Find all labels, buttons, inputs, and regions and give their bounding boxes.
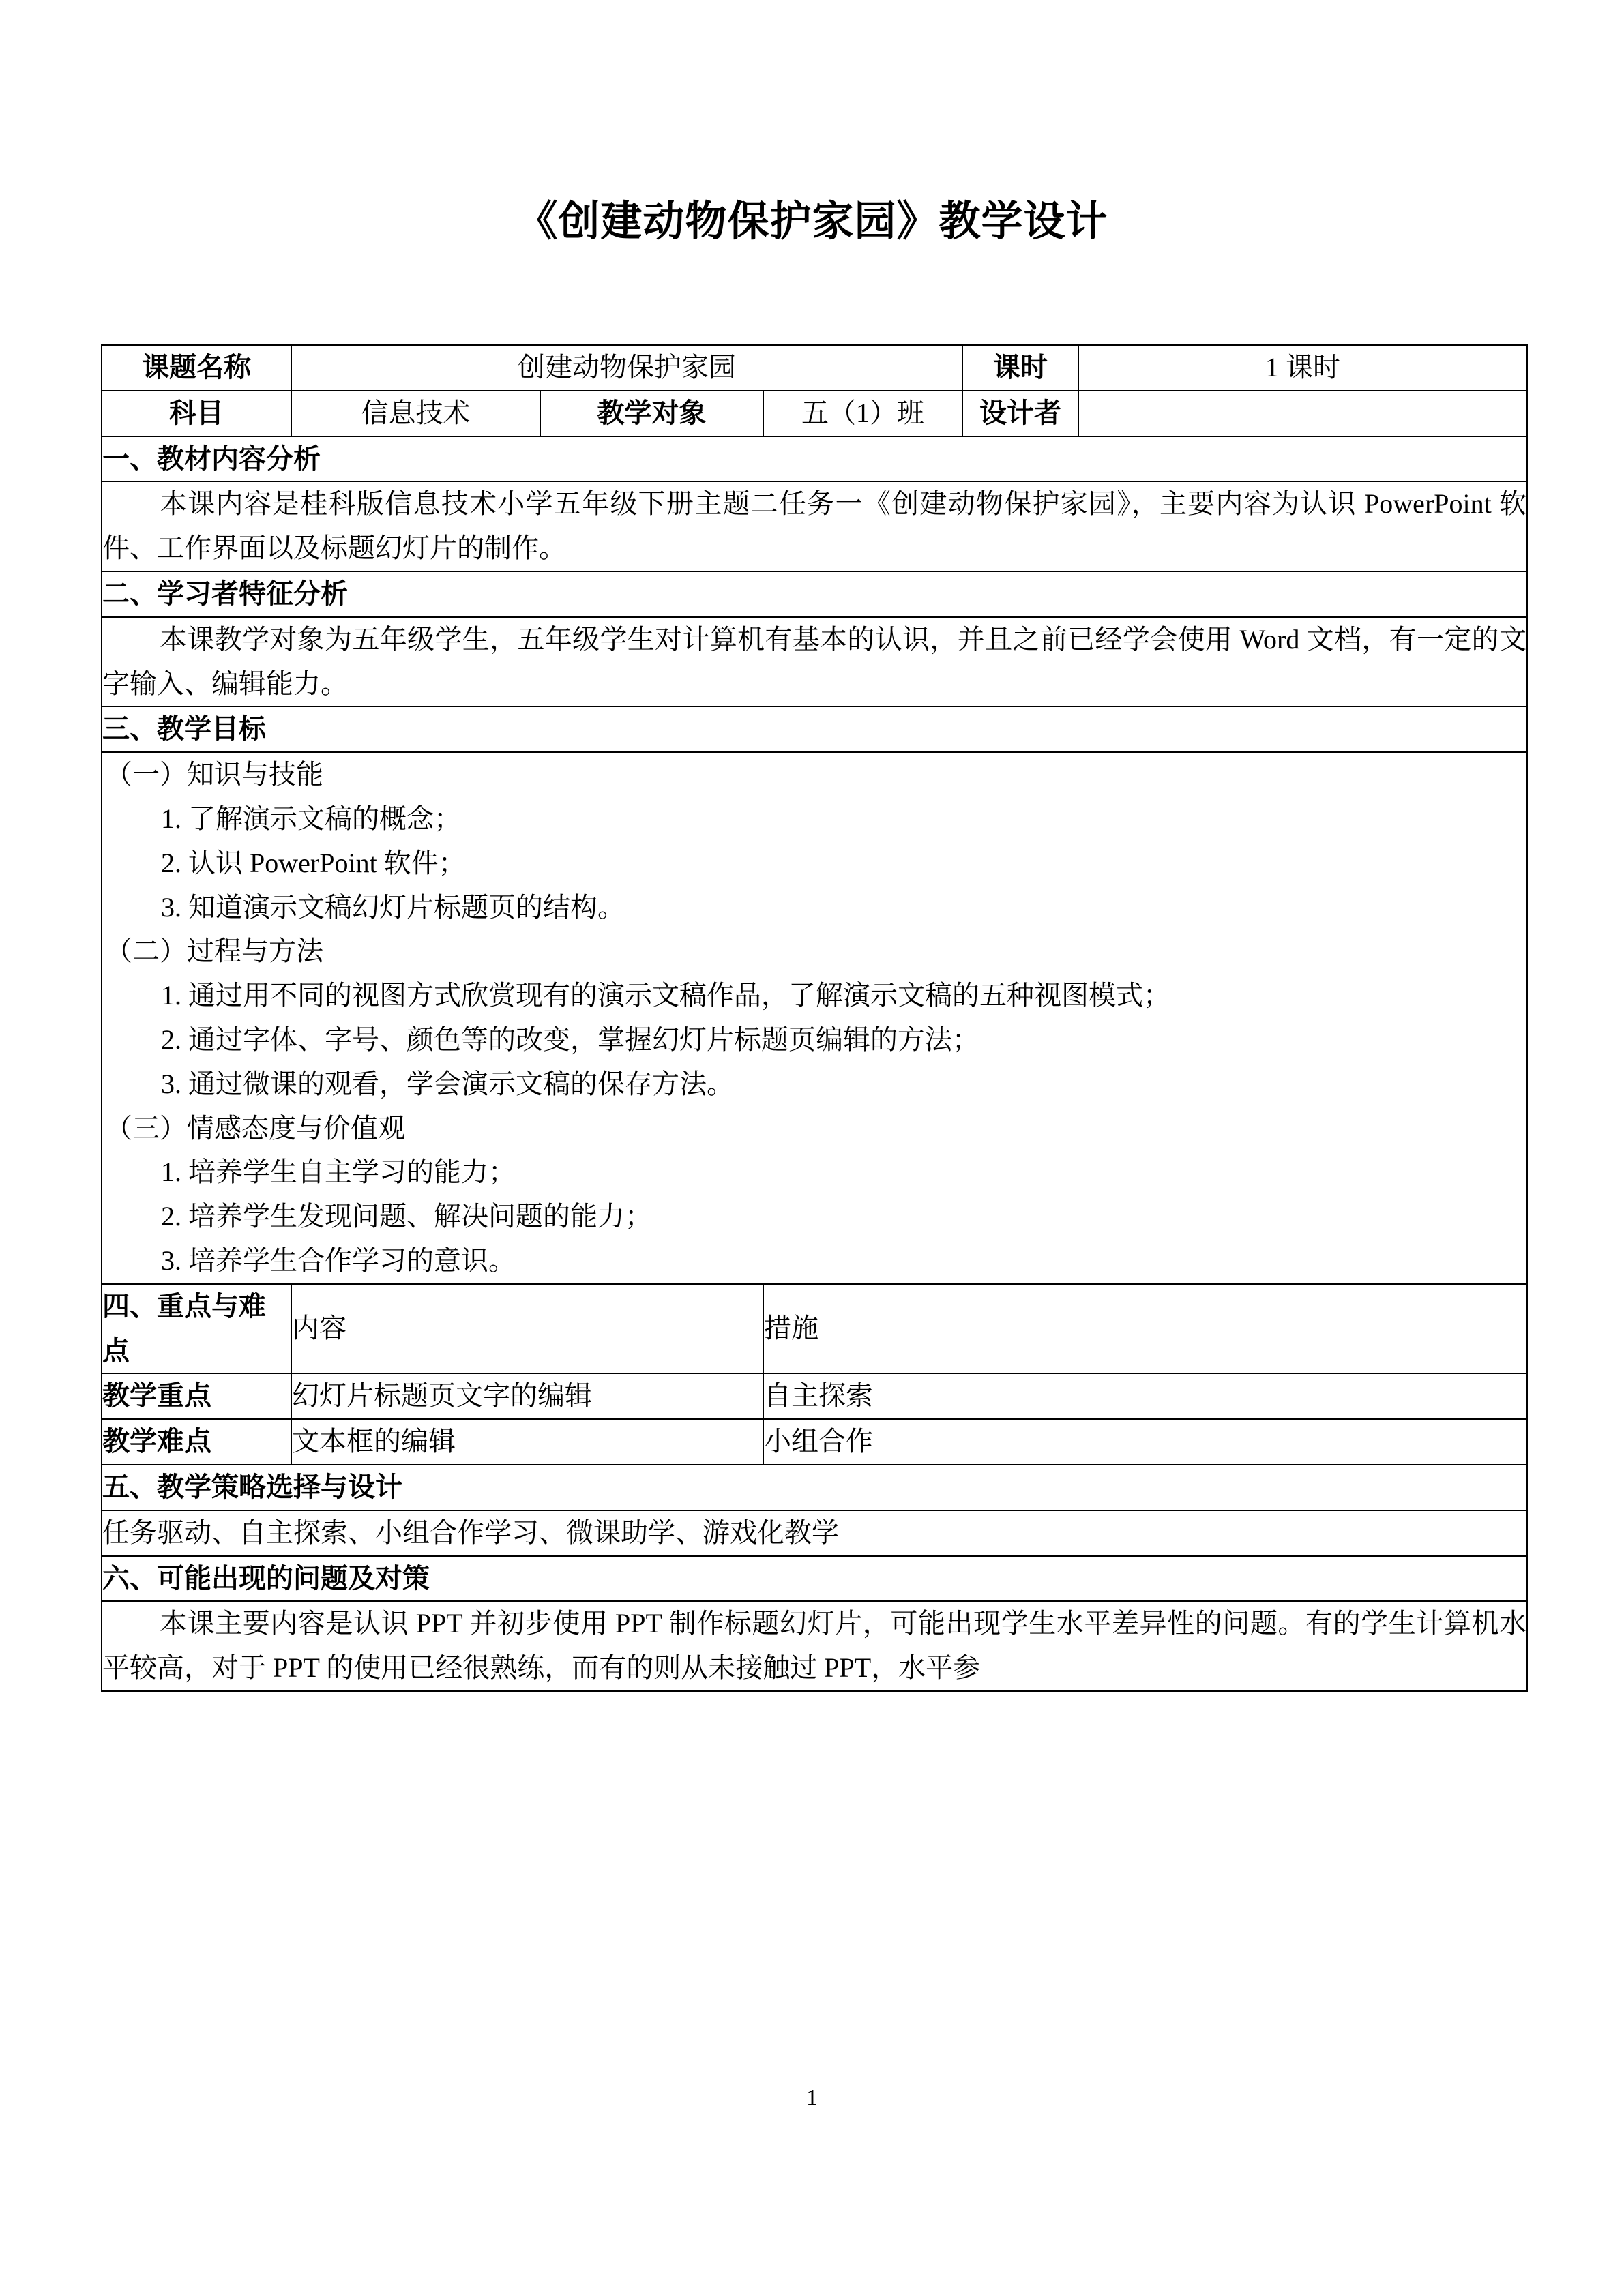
section-heading-row-2 <box>102 571 1527 617</box>
section-1-body: 本课内容是桂科版信息技术小学五年级下册主题二任务一《创建动物保护家园》，主要内容为认识 PowerPoint 软件、工作界面以及标题幻灯片的制作。 <box>102 481 1527 571</box>
section-5-body: 任务驱动、自主探索、小组合作学习、微课助学、游戏化教学 <box>102 1510 1527 1556</box>
section-heading-row-5 <box>102 1465 1527 1510</box>
goal-item: 3. 通过微课的观看，学会演示文稿的保存方法。 <box>161 1068 734 1099</box>
section-body-row-5 <box>102 1510 1527 1556</box>
label-subject: 科目 <box>102 391 291 436</box>
section-2-body: 本课教学对象为五年级学生，五年级学生对计算机有基本的认识，并且之前已经学会使用 Word 文档，有一定的文字输入、编辑能力。 <box>102 617 1527 707</box>
value-periods: 1 课时 <box>1078 345 1527 391</box>
section-body-row-1 <box>102 481 1527 571</box>
section-4-heading: 四、重点与难点 <box>102 1284 291 1374</box>
goal-item: 2. 认识 PowerPoint 软件； <box>161 847 466 878</box>
section-heading-row-3 <box>102 706 1527 752</box>
section-2-heading: 二、学习者特征分析 <box>102 571 1527 617</box>
section-4-row-key-point <box>102 1373 1527 1419</box>
table-row-subject <box>102 391 1527 436</box>
goal-item: 1. 了解演示文稿的概念； <box>161 803 461 834</box>
section-body-row-3 <box>102 752 1527 1284</box>
section-4-header-row <box>102 1284 1527 1374</box>
goal-item: 2. 通过字体、字号、颜色等的改变，掌握幻灯片标题页编辑的方法； <box>161 1024 979 1055</box>
section-5-heading: 五、教学策略选择与设计 <box>102 1465 1527 1510</box>
section-heading-row-6 <box>102 1556 1527 1602</box>
section-1-heading: 一、教材内容分析 <box>102 436 1527 482</box>
goal-group-label: （一）知识与技能 <box>105 759 323 790</box>
label-designer: 设计者 <box>962 391 1078 436</box>
goal-item: 3. 培养学生合作学习的意识。 <box>161 1244 516 1276</box>
lesson-plan-table <box>101 344 1528 1692</box>
column-header-content: 内容 <box>291 1284 763 1374</box>
section-3-heading: 三、教学目标 <box>102 706 1527 752</box>
row-measure-key-point: 自主探索 <box>763 1373 1527 1419</box>
goal-item: 1. 通过用不同的视图方式欣赏现有的演示文稿作品，了解演示文稿的五种视图模式； <box>161 980 1170 1011</box>
goal-group-label: （三）情感态度与价值观 <box>105 1112 405 1144</box>
row-content-key-point: 幻灯片标题页文字的编辑 <box>291 1373 763 1419</box>
row-label-key-point: 教学重点 <box>102 1373 291 1419</box>
row-label-difficulty: 教学难点 <box>102 1419 291 1465</box>
section-heading-row-1 <box>102 436 1527 482</box>
section-body-row-2 <box>102 617 1527 707</box>
value-designer <box>1078 391 1527 436</box>
goal-item: 1. 培养学生自主学习的能力； <box>161 1157 516 1188</box>
section-6-body: 本课主要内容是认识 PPT 并初步使用 PPT 制作标题幻灯片，可能出现学生水平差异性的问题。有的学生计算机水平较高，对于 PPT 的使用已经很熟练，而有的则从未接触过 PPT，水平参 <box>102 1601 1527 1691</box>
row-measure-difficulty: 小组合作 <box>763 1419 1527 1465</box>
label-audience: 教学对象 <box>540 391 763 436</box>
column-header-measure: 措施 <box>763 1284 1527 1374</box>
goal-item: 3. 知道演示文稿幻灯片标题页的结构。 <box>161 891 625 923</box>
value-subject: 信息技术 <box>291 391 540 436</box>
table-row-topic <box>102 345 1527 391</box>
section-4-row-difficulty <box>102 1419 1527 1465</box>
page-title: 《创建动物保护家园》教学设计 <box>516 198 1108 244</box>
section-body-row-6 <box>102 1601 1527 1691</box>
teaching-goals-block <box>102 752 1527 1284</box>
page-number: 1 <box>806 2085 818 2111</box>
value-topic: 创建动物保护家园 <box>291 345 962 391</box>
section-6-heading: 六、可能出现的问题及对策 <box>102 1556 1527 1602</box>
label-topic: 课题名称 <box>102 345 291 391</box>
label-periods: 课时 <box>962 345 1078 391</box>
row-content-difficulty: 文本框的编辑 <box>291 1419 763 1465</box>
value-audience: 五（1）班 <box>763 391 962 436</box>
goal-item: 2. 培养学生发现问题、解决问题的能力； <box>161 1201 652 1232</box>
goal-group-label: （二）过程与方法 <box>105 936 323 967</box>
